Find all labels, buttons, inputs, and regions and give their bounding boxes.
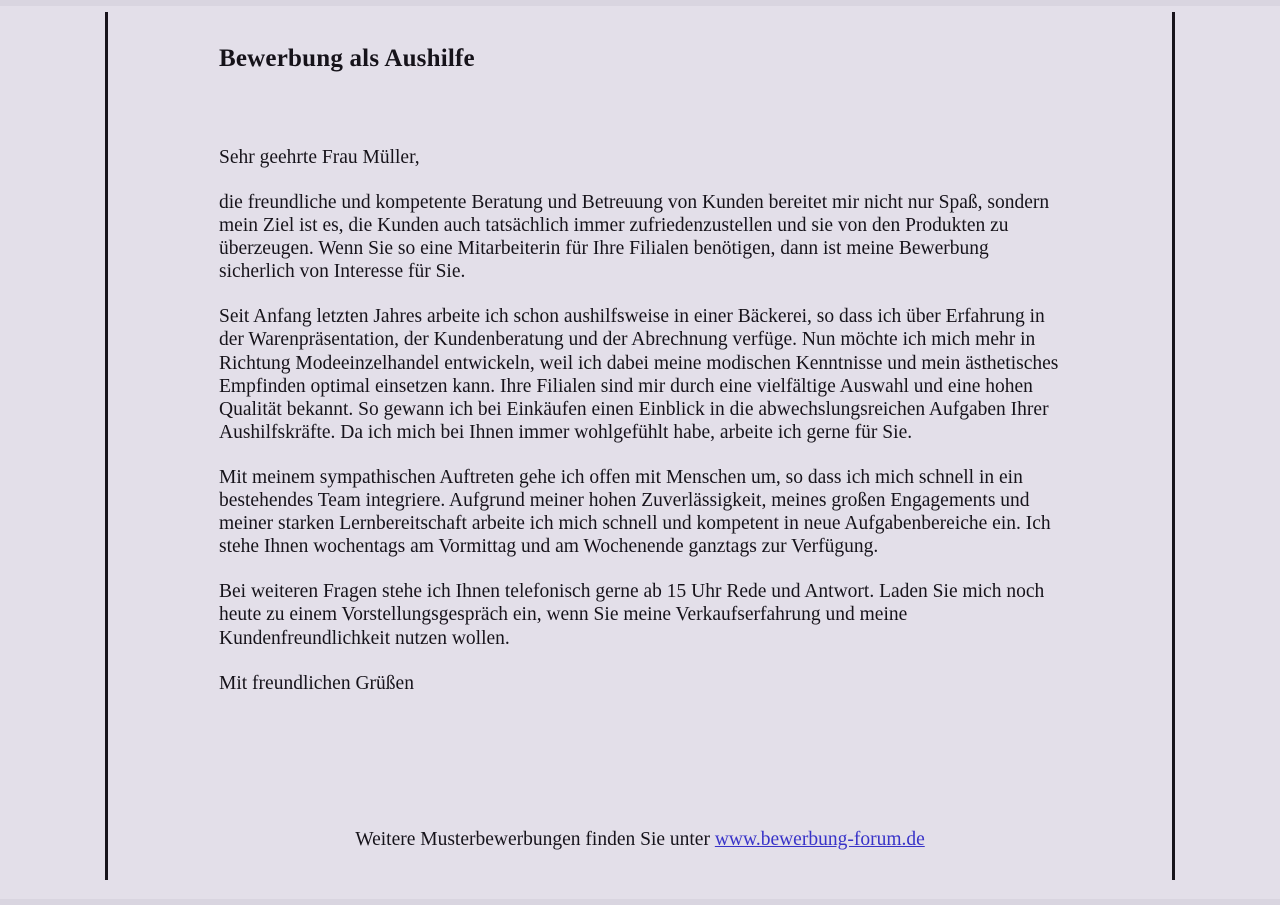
document-body <box>219 0 1064 695</box>
footer-website-link[interactable]: www.bewerbung-forum.de <box>714 829 925 850</box>
salutation: Sehr geehrte Frau Müller, <box>219 147 420 168</box>
footer-text: Weitere Musterbewerbungen finden Sie unter <box>355 829 710 850</box>
body-paragraph-1: die freundliche und kompetente Beratung und Betreuung von Kunden bereitet mir nicht nur Spaß, sondern mein Ziel ist es, die Kunden auch tatsächlich immer zufriedenzustellen und sie von den Produkten zu überzeugen. Wenn Sie so eine Mitarbeiterin für Ihre Filialen benötigen, dann ist meine Bewerbung sicherlich von Interesse für Sie. <box>219 192 1050 283</box>
right-margin-rule <box>1172 12 1175 880</box>
page-title: Bewerbung als Aushilfe <box>219 45 475 72</box>
body-paragraph-3: Mit meinem sympathischen Auftreten gehe ich offen mit Menschen um, so dass ich mich schnell in ein bestehendes Team integriere. Aufgrund meiner hohen Zuverlässigkeit, meines großen Engagements und meiner starken Lernbereitschaft arbeite ich mich schnell und kompetent in neue Aufgabenbereiche ein. Ich stehe Ihnen wochentags am Vormittag und am Wochenende ganztags zur Verfügung. <box>219 466 1051 558</box>
body-paragraph-2: Seit Anfang letzten Jahres arbeite ich schon aushilfsweise in einer Bäckerei, so dass ich über Erfahrung in der Warenpräsentation, der Kundenberatung und der Abrechnung verfüge. Nun möchte ich mich mehr in Richtung Modeeinzelhandel entwickeln, weil ich dabei meine modischen Kenntnisse und mein ästhetisches Empfinden optimal einsetzen kann. Ihre Filialen sind mir durch eine vielfältige Auswahl und eine hohen Qualität bekannt. So gewann ich bei Einkäufen einen Einblick in die abwechslungsreichen Aufgaben Ihrer Aushilfskräfte. Da ich mich bei Ihnen immer wohlgefühlt habe, arbeite ich gerne für Sie. <box>219 306 1059 443</box>
footer <box>0 828 1280 851</box>
left-margin-rule <box>105 12 108 880</box>
page-bottom-edge <box>0 899 1280 905</box>
body-paragraph-4: Bei weiteren Fragen stehe ich Ihnen telefonisch gerne ab 15 Uhr Rede und Antwort. Laden Sie mich noch heute zu einem Vorstellungsgespräch ein, wenn Sie meine Verkaufserfahrung und meine Kundenfreundlichkeit nutzen wollen. <box>219 581 1045 649</box>
closing-line: Mit freundlichen Grüßen <box>219 672 414 694</box>
